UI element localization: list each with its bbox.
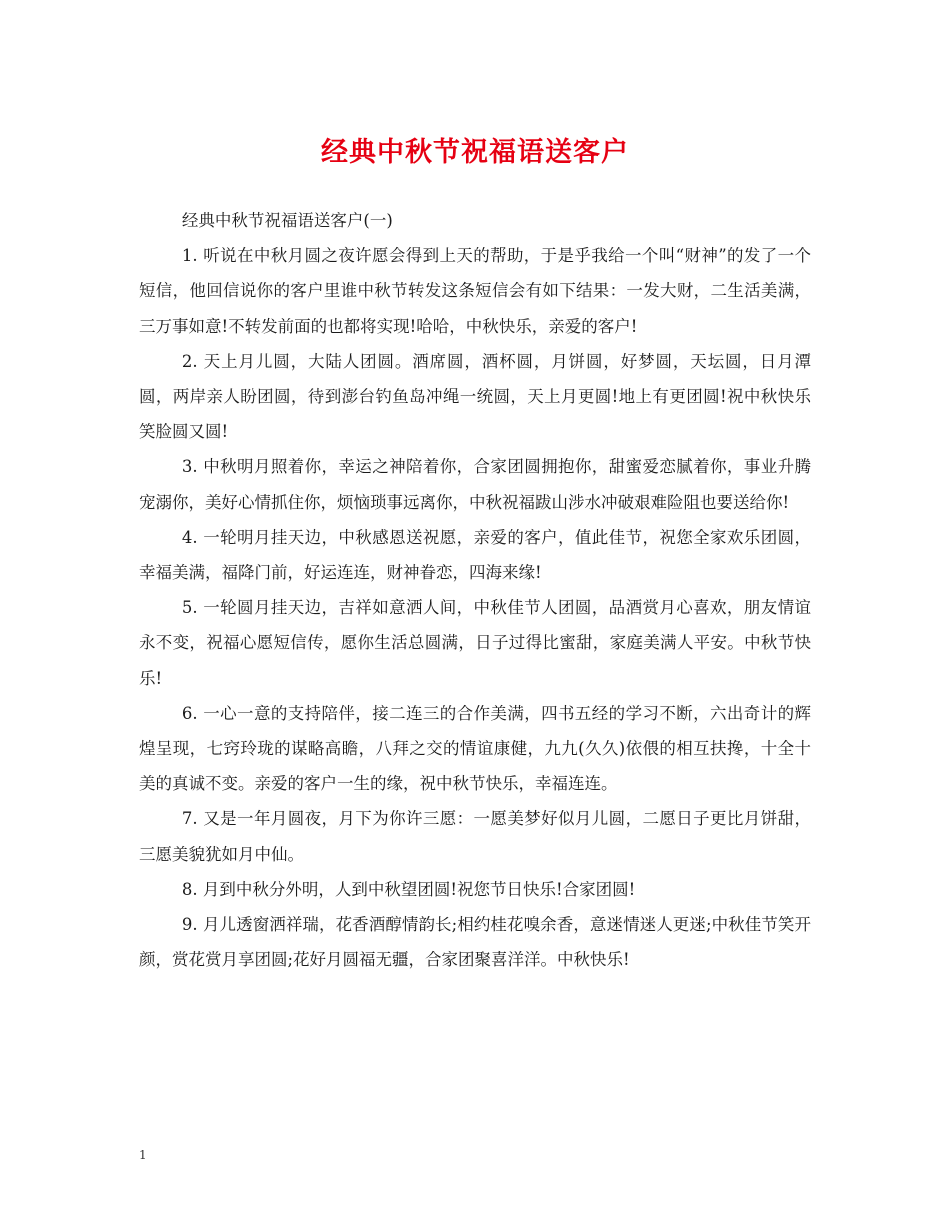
section-heading: 经典中秋节祝福语送客户(一): [181, 211, 393, 230]
paragraph-8: 8. 月到中秋分外明，人到中秋望团圆!祝您节日快乐!合家团圆!: [181, 879, 636, 899]
paragraph-1: 1. 听说在中秋月圆之夜许愿会得到上天的帮助，于是乎我给一个叫“财神”的发了一个短信，他回信说你的客户里谁中秋节转发这条短信会有如下结果：一发大财，二生活美满，三万事如意!不转发前面的也都将实现!哈哈，中秋快乐，亲爱的客户!: [139, 246, 811, 336]
paragraph-5: 5. 一轮圆月挂天边，吉祥如意洒人间，中秋佳节人团圆，品酒赏月心喜欢，朋友情谊永不变，祝福心愿短信传，愿你生活总圆满，日子过得比蜜甜，家庭美满人平安。中秋节快乐!: [139, 598, 811, 688]
paragraph-4: 4. 一轮明月挂天边，中秋感恩送祝愿，亲爱的客户，值此佳节，祝您全家欢乐团圆，幸福美满，福降门前，好运连连，财神眷恋，四海来缘!: [139, 527, 811, 583]
paragraph-2: 2. 天上月儿圆，大陆人团圆。酒席圆，酒杯圆，月饼圆，好梦圆，天坛圆，日月潭圆，两岸亲人盼团圆，待到澎台钓鱼岛冲绳一统圆，天上月更圆!地上有更团圆!祝中秋快乐笑脸圆又圆!: [139, 351, 811, 442]
document-title: 经典中秋节祝福语送客户: [321, 137, 629, 168]
paragraph-3: 3. 中秋明月照着你，幸运之神陪着你，合家团圆拥抱你，甜蜜爱恋腻着你，事业升腾宠溺你，美好心情抓住你，烦恼琐事远离你，中秋祝福跋山涉水冲破艰难险阻也要送给你!: [139, 457, 811, 512]
paragraph-6: 6. 一心一意的支持陪伴，接二连三的合作美满，四书五经的学习不断，六出奇计的辉煌呈现，七窍玲珑的谋略高瞻，八拜之交的情谊康健，九九(久久)依偎的相互扶搀，十全十美的真诚不变。亲爱的客户一生的缘，祝中秋节快乐，幸福连连。: [139, 703, 811, 794]
paragraph-7: 7. 又是一年月圆夜，月下为你许三愿：一愿美梦好似月儿圆，二愿日子更比月饼甜，三愿美貌犹如月中仙。: [139, 809, 811, 864]
document-body: [139, 203, 811, 977]
paragraph-9: 9. 月儿透窗洒祥瑞，花香酒醇情韵长;相约桂花嗅余香，意迷情迷人更迷;中秋佳节笑开颜，赏花赏月享团圆;花好月圆福无疆，合家团聚喜洋洋。中秋快乐!: [139, 915, 811, 970]
page-number: 1: [139, 1148, 147, 1162]
